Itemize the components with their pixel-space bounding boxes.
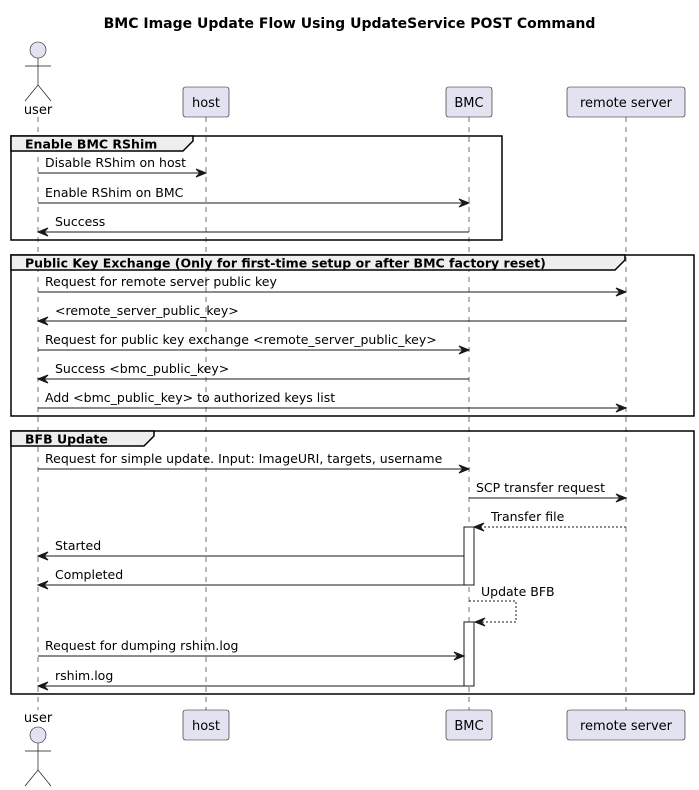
message-1-1 <box>38 303 626 325</box>
group-frame-2 <box>11 431 694 694</box>
message-1-0 <box>38 274 626 296</box>
message-2-1 <box>469 480 626 502</box>
message-2-0 <box>38 451 469 473</box>
message-label: Request for simple update. Input: ImageURI, targets, username <box>45 451 443 466</box>
participant-label: host <box>191 96 221 111</box>
message-2-5 <box>469 584 555 626</box>
message-2-7 <box>38 668 464 690</box>
actor-bottom-user <box>24 711 53 786</box>
actor-legs <box>25 85 51 101</box>
participant-label: user <box>23 711 53 726</box>
participants <box>24 42 685 786</box>
message-2-3 <box>38 538 464 560</box>
groups <box>11 136 694 694</box>
group-label: Enable BMC RShim <box>25 136 158 152</box>
participant-label: host <box>191 719 221 734</box>
self-message-line <box>469 601 516 622</box>
message-label: Success <box>55 214 106 229</box>
message-label: Request for remote server public key <box>45 274 277 289</box>
group-label: BFB Update <box>25 431 108 447</box>
message-1-4 <box>38 390 626 412</box>
participant-bottom-host <box>183 710 229 740</box>
lifelines <box>38 117 626 710</box>
message-0-1 <box>38 185 469 207</box>
actor-legs <box>25 770 51 786</box>
group-label: Public Key Exchange (Only for first-time setup or after BMC factory reset) <box>25 255 546 271</box>
diagram-title: BMC Image Update Flow Using UpdateService POST Command <box>103 16 596 32</box>
message-label: Completed <box>55 567 124 582</box>
participant-bottom-bmc <box>446 710 492 740</box>
message-0-2 <box>38 214 469 236</box>
arrowhead-icon <box>474 523 484 531</box>
messages <box>38 155 626 690</box>
participant-label: remote server <box>579 96 673 111</box>
message-label: Update BFB <box>481 584 555 599</box>
participant-label: BMC <box>454 96 484 111</box>
activation-bar <box>464 622 474 686</box>
actor-top-user <box>24 42 53 118</box>
message-label: rshim.log <box>55 668 114 683</box>
message-1-3 <box>38 361 469 383</box>
actor-head-icon <box>30 42 46 58</box>
message-label: Add <bmc_public_key> to authorized keys list <box>45 390 336 405</box>
activation-bar <box>464 527 474 585</box>
message-label: <remote_server_public_key> <box>55 303 239 318</box>
participant-bottom-remote <box>567 710 685 740</box>
participant-label: remote server <box>579 719 673 734</box>
message-label: SCP transfer request <box>476 480 606 495</box>
message-1-2 <box>38 332 469 354</box>
participant-label: BMC <box>454 719 484 734</box>
message-0-0 <box>38 155 206 177</box>
message-label: Transfer file <box>491 509 565 524</box>
participant-top-bmc <box>446 87 492 117</box>
message-2-4 <box>38 567 464 589</box>
message-label: Request for dumping rshim.log <box>45 638 239 653</box>
message-label: Success <bmc_public_key> <box>55 361 230 376</box>
actor-head-icon <box>30 727 46 743</box>
participant-label: user <box>23 103 53 118</box>
participant-top-host <box>183 87 229 117</box>
message-label: Enable RShim on BMC <box>45 185 184 200</box>
message-2-6 <box>38 638 464 660</box>
activations <box>464 527 474 686</box>
message-label: Disable RShim on host <box>45 155 187 170</box>
message-label: Request for public key exchange <remote_server_public_key> <box>45 332 437 347</box>
message-label: Started <box>55 538 102 553</box>
group-border <box>11 431 694 694</box>
participant-top-remote <box>567 87 685 117</box>
message-2-2 <box>474 509 626 531</box>
